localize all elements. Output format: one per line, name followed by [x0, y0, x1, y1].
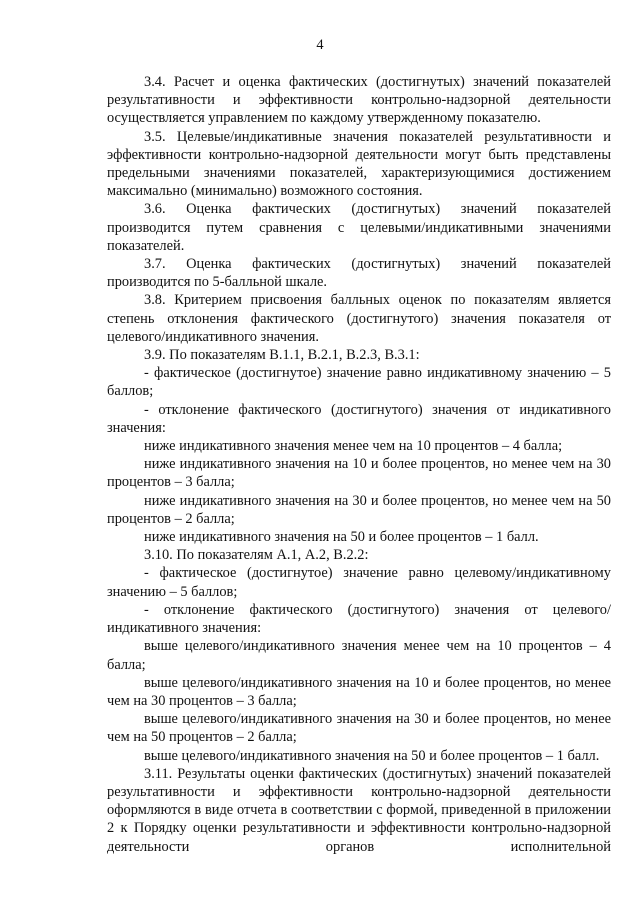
list-item-3-10-above-50: выше целевого/индикативного значения на 50 и более процентов – 1 балл.: [144, 747, 600, 764]
list-item-3-9-below-30-50: ниже индикативного значения на 30 и более процентов, но менее чем на 50 процентов – 2 балла;: [107, 492, 611, 527]
document-body: [107, 73, 611, 856]
paragraph-3-10: 3.10. По показателям А.1, А.2, В.2.2:: [144, 547, 369, 564]
list-item-3-9-below-10-30: ниже индикативного значения на 10 и более процентов, но менее чем на 30 процентов – 3 балла;: [107, 456, 611, 491]
paragraph-3-7: 3.7. Оценка фактических (достигнутых) значений показателей производится по 5-балльной шкале.: [107, 256, 611, 291]
paragraph-3-6: 3.6. Оценка фактических (достигнутых) значений показателей производится путем сравнения с целевыми/индикативными значениями показателей.: [107, 201, 611, 254]
list-item-3-9-deviation: - отклонение фактического (достигнутого) значения от индикативного значения:: [107, 401, 611, 436]
list-item-3-9-below-10: ниже индикативного значения менее чем на 10 процентов – 4 балла;: [144, 438, 563, 455]
list-item-3-10-equal: - фактическое (достигнутое) значение равно целевому/индикативному значению – 5 баллов;: [107, 565, 611, 600]
paragraph-3-11: 3.11. Результаты оценки фактических (достигнутых) значений показателей результативности и эффективности контрольно-надзорной деятельности оформляются в виде отчета в соответствии с формой, приведенной в приложении 2 к Порядку оценки результативности и эффективности контрольно-надзорной деятельности органов исполнительной: [107, 765, 611, 855]
list-item-3-10-above-10-30: выше целевого/индикативного значения на 10 и более процентов, но менее чем на 30 процентов – 3 балла;: [107, 674, 611, 709]
list-item-3-9-below-50: ниже индикативного значения на 50 и более процентов – 1 балл.: [144, 529, 539, 546]
paragraph-3-9: 3.9. По показателям В.1.1, В.2.1, В.2.3, В.3.1:: [144, 347, 420, 364]
paragraph-3-5: 3.5. Целевые/индикативные значения показателей результативности и эффективности контрольно-надзорной деятельности могут быть представлены предельными значениями показателей, характеризующимися достижением максимально (минимально) возможного состояния.: [107, 128, 611, 200]
list-item-3-10-above-10: выше целевого/индикативного значения менее чем на 10 процентов – 4 балла;: [107, 638, 611, 673]
list-item-3-9-equal: - фактическое (достигнутое) значение равно индикативному значению – 5 баллов;: [107, 365, 611, 400]
paragraph-3-8: 3.8. Критерием присвоения балльных оценок по показателям является степень отклонения фактического (достигнутого) значения показателя от целевого/индикативного значения.: [107, 292, 611, 345]
page-number: 4: [316, 37, 324, 53]
list-item-3-10-above-30-50: выше целевого/индикативного значения на 30 и более процентов, но менее чем на 50 процентов – 2 балла;: [107, 711, 611, 746]
list-item-3-10-deviation: - отклонение фактического (достигнутого) значения от целевого/ индикативного значения:: [107, 601, 611, 637]
paragraph-3-4: 3.4. Расчет и оценка фактических (достигнутых) значений показателей результативности и эффективности контрольно-надзорной деятельности осуществляется управлением по каждому утвержденному показателю.: [107, 74, 611, 127]
